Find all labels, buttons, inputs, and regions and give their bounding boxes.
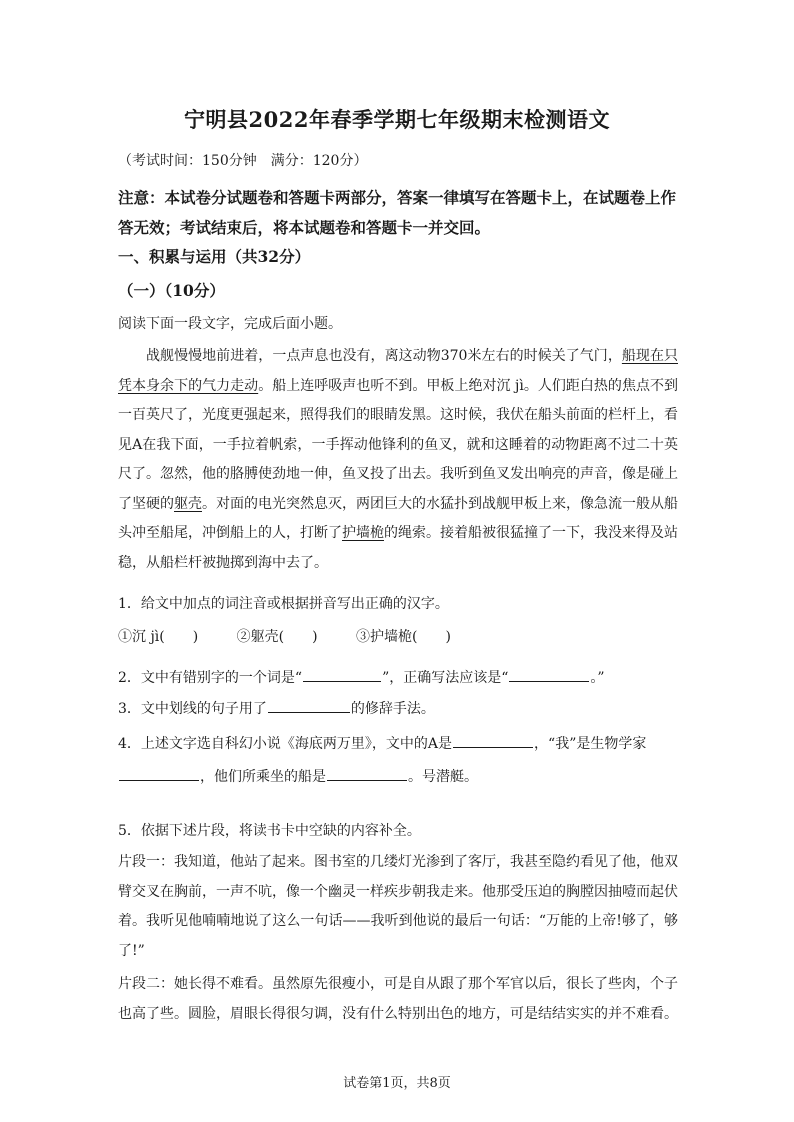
exam-notice: 注意：本试卷分试题卷和答题卡两部分，答案一律填写在答题卡上，在试题卷上作答无效；考试结束后，将本试题卷和答题卡一并交回。	[118, 188, 677, 237]
question-text: ”，正确写法应该是“	[382, 670, 509, 686]
fragment-1: 片段一：我知道，他站了起来。图书室的几缕灯光渗到了客厅，我甚至隐约看见了他，他双臂交叉在胸前，一声不吭，像一个幽灵一样疾步朝我走来。他那受压迫的胸膛因抽噎而起伏着。我听见他喃喃地说了这么一句话——我听到他说的最后一句话：“万能的上帝!够了，够了!”	[118, 854, 678, 959]
option-3: ③护墙桅( )	[356, 629, 451, 645]
answer-blank	[453, 733, 533, 748]
dotted-word: 护墙桅	[342, 525, 384, 541]
passage-text: 战舰慢慢地前进着，一点声息也没有，离这动物370米左右的时候关了气门，	[146, 348, 622, 364]
subsection-heading: （一）（10分）	[118, 281, 225, 300]
exam-meta: （考试时间：150分钟 满分：120分）	[118, 153, 368, 169]
answer-blank	[303, 667, 381, 682]
question-1: 1．给文中加点的词注音或根据拼音写出正确的汉字。	[118, 596, 449, 612]
answer-blank	[327, 766, 407, 781]
reading-instruction: 阅读下面一段文字，完成后面小题。	[118, 316, 342, 332]
question-text: 的修辞手法。	[350, 701, 435, 717]
question-1-options	[118, 626, 485, 646]
passage-text: 的绳索。接着船被很猛撞了一下，我没来得及站稳，从船栏杆被抛掷到海中去了。	[118, 525, 678, 571]
question-text: 2．文中有错别字的一个词是“	[118, 670, 303, 686]
question-2	[118, 667, 605, 687]
underlined-sentence: 船现在只凭本身余下的气力走动	[118, 348, 678, 394]
section-heading: 一、积累与运用（共32分）	[118, 247, 311, 266]
exam-title: 宁明县2022年春季学期七年级期末检测语文	[184, 107, 610, 132]
question-text: 3．文中划线的句子用了	[118, 701, 267, 717]
question-5: 5．依据下述片段，将读书卡中空缺的内容补全。	[118, 823, 421, 839]
answer-blank	[268, 698, 350, 713]
passage-text: 。船上连呼吸声也听不到。甲板上绝对沉 jì。人们距白热的焦点不到一百英尺了，光度更强起来，照得我们的眼睛发黑。这时候，我伏在船头前面的栏杆上，看见A在我下面，一手拉着帆索，一手挥动他锋利的鱼叉，就和这睡着的动物距离不过二十英尺了。忽然，他的胳膊使劲地一伸，鱼叉投了出去。我听到鱼叉发出响亮的声音，像是碰上了坚硬的	[118, 377, 678, 512]
answer-blank	[119, 766, 199, 781]
question-text: 。”	[590, 670, 605, 686]
question-text: ，他们所乘坐的船是	[200, 769, 326, 785]
question-4	[118, 728, 678, 794]
answer-blank	[509, 667, 589, 682]
dotted-word: 躯壳	[174, 495, 202, 512]
question-text: 4．上述文字选自科幻小说《海底两万里》，文中的A是	[118, 736, 453, 752]
question-text: ，“我”是生物学家	[534, 736, 647, 752]
passage-text: 。对面的电光突然息灭，两团巨大的水猛扑到战舰甲板上来，像急流一般从船头冲至船尾，冲倒船上的人，打断了	[118, 495, 678, 541]
question-text: 。号潜艇。	[408, 769, 478, 785]
option-2: ②躯壳( )	[236, 629, 318, 645]
option-1: ①沉 jì( )	[118, 629, 199, 645]
page-footer: 试卷第1页，共8页	[343, 1076, 451, 1091]
reading-passage	[118, 342, 678, 578]
question-3	[118, 698, 435, 718]
fragment-2: 片段二：她长得不难看。虽然原先很瘦小，可是自从跟了那个军官以后，很长了些肉，个子也高了些。圆脸，眉眼长得很匀调，没有什么特别出色的地方，可是结结实实的并不难看。	[118, 976, 678, 1022]
